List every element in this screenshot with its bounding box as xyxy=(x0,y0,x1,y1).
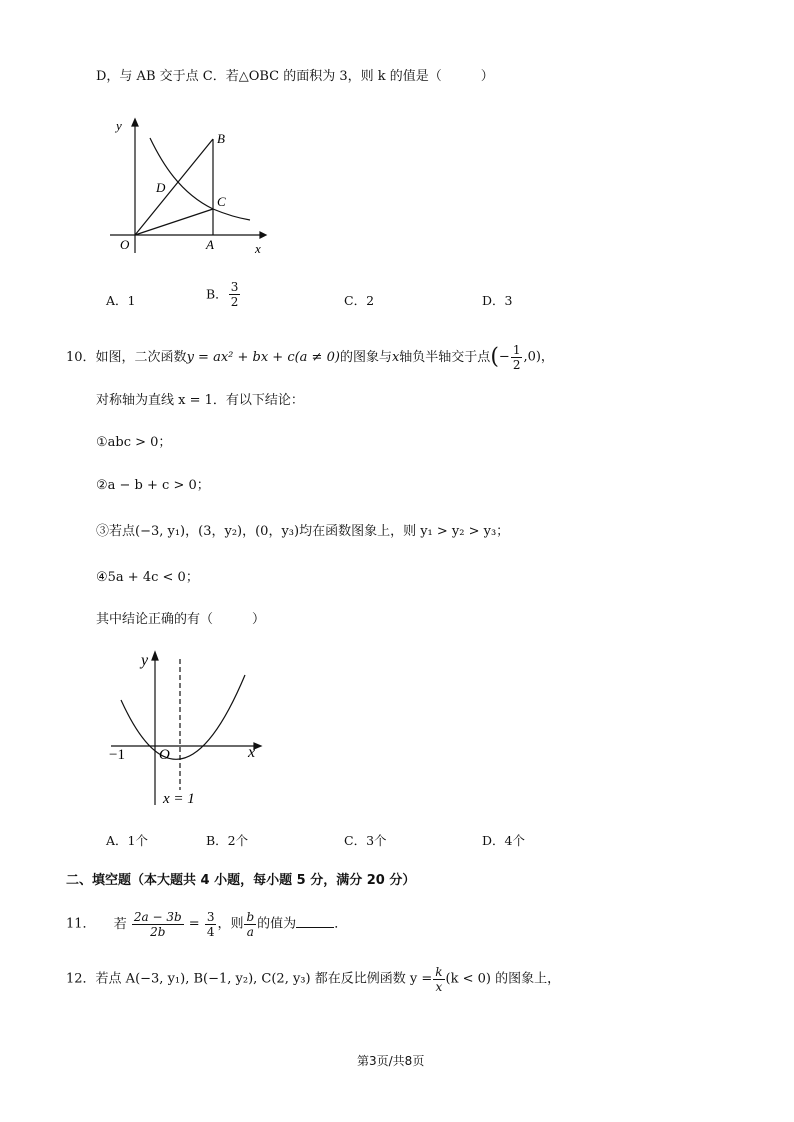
q9-option-a: A．1 xyxy=(106,293,136,308)
q10-option-d: D．4个 xyxy=(482,833,525,848)
q10-parabola xyxy=(121,675,245,759)
q10-label-o: O xyxy=(159,747,170,763)
q10-y-arrow xyxy=(152,652,158,660)
q10-label-neg1: −1 xyxy=(109,747,125,763)
q10-stem-line2: 对称轴为直线 x = 1．有以下结论： xyxy=(96,393,304,408)
q10-conclusion-3: ③若点(−3, y₁)，(3，y₂)，(0，y₃)均在函数图象上，则 y₁ > y₂ > y₃； xyxy=(96,524,510,539)
q9-y-arrow xyxy=(132,119,138,126)
q11-fraction-3: $\frac{b}{a}$ xyxy=(246,910,255,939)
q10-stem-line1: 10．如图，二次函数y = ax² + bx + c(a ≠ 0)的图象与x轴负半轴交于点(− $\frac{1}{2}$ ,0)， xyxy=(66,343,554,372)
q9-segment-oc xyxy=(135,209,213,235)
q10-figure xyxy=(105,645,275,810)
q9-label-c: C xyxy=(217,194,226,209)
q9-label-y: y xyxy=(116,118,122,133)
q9-option-d: D．3 xyxy=(482,293,513,308)
q9-label-a: A xyxy=(206,237,214,252)
q9-label-d: D xyxy=(156,180,166,195)
q10-option-c: C．3个 xyxy=(344,833,387,848)
q10-label-axis: x = 1 xyxy=(163,791,195,807)
q9-label-b: B xyxy=(217,131,225,146)
q9-figure xyxy=(100,108,280,258)
q11-fraction-1: $\frac{2a - 3b}{2b}$ xyxy=(133,910,182,939)
q10-ask: 其中结论正确的有（ ） xyxy=(96,612,266,627)
q9-hyperbola xyxy=(150,138,250,220)
q10-option-b: B．2个 xyxy=(206,833,249,848)
section-2-heading: 二、填空题（本大题共 4 小题，每小题 5 分，满分 20 分） xyxy=(66,873,416,888)
q9-option-b-fraction: $\frac{3}{2}$ xyxy=(230,280,239,309)
q9-label-x: x xyxy=(255,241,261,256)
q10-conclusion-1: ①abc > 0； xyxy=(96,435,172,450)
q10-option-a: A．1个 xyxy=(106,833,148,848)
q11: 11． 若 $\frac{2a - 3b}{2b}$ = $\frac{3}{4}$ ，则 $\frac{b}{a}$ 的值为 ． xyxy=(66,910,348,939)
q10-label-x: x xyxy=(248,744,256,761)
q10-conclusion-2: ②a − b + c > 0； xyxy=(96,478,210,493)
q9-segment-ob xyxy=(135,139,213,235)
q9-option-c: C．2 xyxy=(344,293,375,308)
q11-answer-blank xyxy=(296,915,334,928)
page-footer: 第3页/共8页 xyxy=(357,1054,425,1068)
q10-label-y: y xyxy=(141,652,149,669)
q9-label-o: O xyxy=(120,237,130,252)
q9-x-arrow xyxy=(260,232,266,238)
q10-conclusion-4: ④5a + 4c < 0； xyxy=(96,570,199,585)
q12-fraction: $\frac{k}{x}$ xyxy=(435,965,443,994)
q9-option-b: B． $\frac{3}{2}$ xyxy=(206,280,239,309)
q10-point-fraction: $\frac{1}{2}$ xyxy=(512,343,521,372)
q12: 12．若点 A(−3, y₁), B(−1, y₂), C(2, y₃) 都在反比例函数 y = $\frac{k}{x}$ (k < 0) 的图象上， xyxy=(66,965,561,994)
q9-stem-continuation: D，与 AB 交于点 C．若△OBC 的面积为 3，则 k 的值是（ ） xyxy=(96,69,494,84)
q11-fraction-2: $\frac{3}{4}$ xyxy=(206,910,215,939)
